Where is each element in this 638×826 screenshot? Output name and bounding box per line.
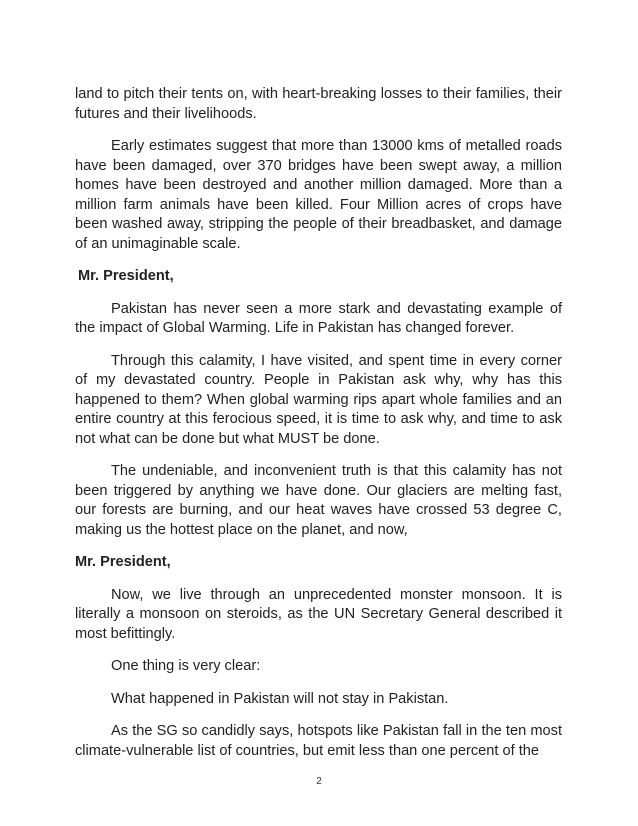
- salutation-heading: Mr. President,: [75, 554, 171, 570]
- paragraph-clear-statement: One thing is very clear:: [111, 658, 261, 674]
- paragraph-continuation: land to pitch their tents on, with heart-breaking losses to their families, their futures and their livelihoods.: [75, 86, 562, 122]
- paragraph-inconvenient-truth: The undeniable, and inconvenient truth is that this calamity has not been triggered by anything we have done. Our glaciers are melting fast, our forests are burning, and our heat waves have crossed 53 degree C, making us the hottest place on the planet, and now,: [75, 463, 562, 538]
- paragraph-will-not-stay: What happened in Pakistan will not stay in Pakistan.: [111, 690, 449, 707]
- paragraph-calamity-visit: Through this calamity, I have visited, and spent time in every corner of my devastated country. People in Pakistan ask why, why has this happened to them? When global warming rips apart whole families and an entire country at this ferocious speed, it is time to ask why, and time to ask not what can be done but what MUST be done.: [75, 352, 562, 447]
- salutation-heading: Mr. President,: [78, 268, 174, 284]
- paragraph-global-warming: Pakistan has never seen a more stark and devastating example of the impact of Global Warming. Life in Pakistan has changed forever.: [75, 300, 562, 336]
- paragraph-damage-estimates: Early estimates suggest that more than 13000 kms of metalled roads have been damaged, over 370 bridges have been swept away, a million homes have been destroyed and another million damaged. More than a million farm animals have been killed. Four Million acres of crops have been washed away, stripping the people of their breadbasket, and damage of an unimaginable scale.: [75, 138, 562, 252]
- page-number: 2: [316, 776, 322, 787]
- paragraph-climate-vulnerable: As the SG so candidly says, hotspots like Pakistan fall in the ten most climate-vulnerable list of countries, but emit less than one percent of the: [75, 723, 562, 759]
- paragraph-monster-monsoon: Now, we live through an unprecedented monster monsoon. It is literally a monsoon on steroids, as the UN Secretary General described it most befittingly.: [75, 586, 562, 642]
